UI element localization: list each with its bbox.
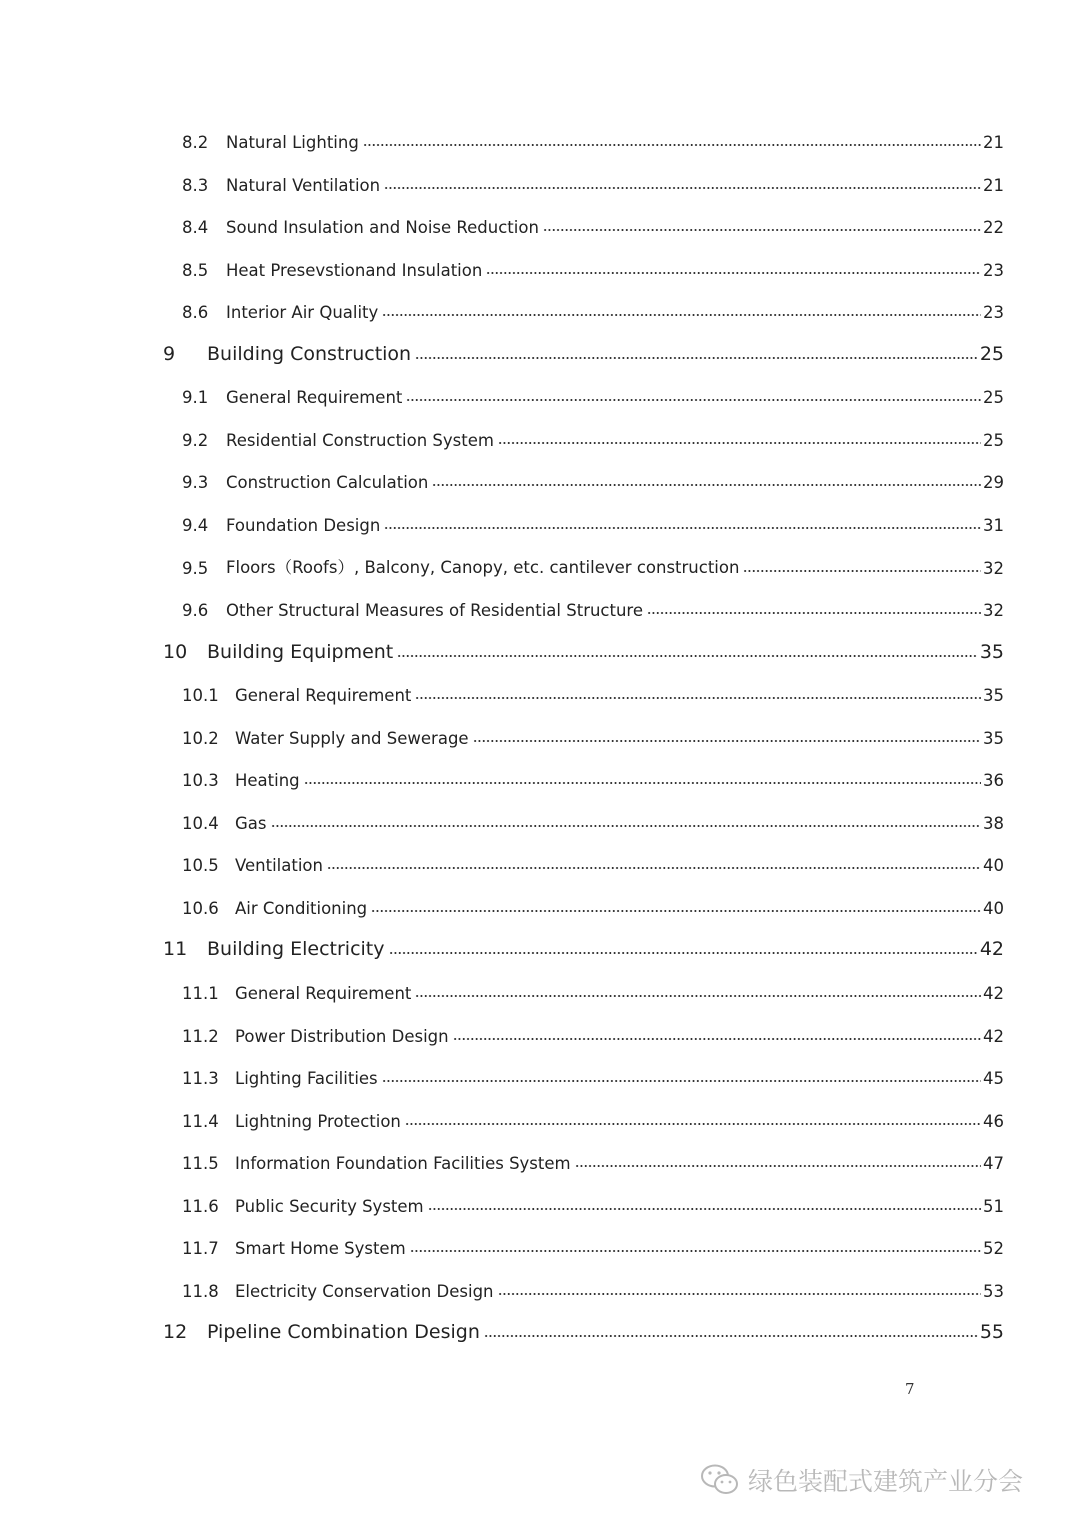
toc-entry-number: 11.4 (182, 1112, 219, 1131)
toc-entry-title: Building Construction (207, 343, 412, 365)
toc-entry-number: 11.2 (182, 1027, 219, 1046)
toc-entry-number: 10.3 (182, 771, 219, 790)
toc-entry-page: 52 (983, 1239, 1004, 1258)
toc-entry-title: Electricity Conservation Design (235, 1282, 494, 1301)
dot-leader (384, 171, 981, 191)
toc-section-entry[interactable] (182, 462, 1004, 492)
toc-entry-number: 10 (163, 641, 188, 663)
toc-entry-title: General Requirement (226, 388, 403, 407)
toc-entry-title: Pipeline Combination Design (207, 1321, 480, 1343)
dot-leader (382, 298, 981, 318)
page-number: 7 (905, 1380, 915, 1398)
toc-section-entry[interactable] (182, 845, 1004, 875)
toc-entry-page: 25 (983, 431, 1004, 450)
toc-entry-title: General Requirement (235, 686, 412, 705)
toc-entry-title: Lighting Facilities (235, 1069, 378, 1088)
toc-entry-page: 40 (983, 899, 1004, 918)
toc-entry-page: 45 (983, 1069, 1004, 1088)
toc-section-entry[interactable] (182, 122, 1004, 152)
toc-entry-page: 21 (983, 176, 1004, 195)
toc-entry-page: 51 (983, 1197, 1004, 1216)
toc-entry-number: 8.5 (182, 261, 209, 280)
toc-entry-title: Foundation Design (226, 516, 381, 535)
dot-leader (498, 426, 981, 446)
toc-section-entry[interactable] (182, 250, 1004, 280)
toc-section-entry[interactable] (182, 973, 1004, 1003)
toc-entry-page: 47 (983, 1154, 1004, 1173)
toc-entry-page: 21 (983, 133, 1004, 152)
toc-entry-page: 23 (983, 261, 1004, 280)
dot-leader (498, 1277, 981, 1297)
toc-entry-page: 40 (983, 856, 1004, 875)
toc-entry-number: 9.5 (182, 559, 209, 578)
toc-entry-page: 22 (983, 218, 1004, 237)
toc-entry-number: 8.6 (182, 303, 209, 322)
wechat-icon (700, 1463, 740, 1497)
dot-leader (484, 1319, 978, 1339)
toc-entry-page: 42 (983, 1027, 1004, 1046)
toc-entry-title: Other Structural Measures of Residential Structure (226, 601, 644, 620)
toc-section-entry[interactable] (182, 1016, 1004, 1046)
toc-section-entry[interactable] (182, 590, 1004, 620)
toc-entry-number: 8.3 (182, 176, 209, 195)
toc-entry-number: 9.3 (182, 473, 209, 492)
toc-entry-title: Smart Home System (235, 1239, 406, 1258)
toc-entry-number: 11 (163, 938, 188, 960)
toc-section-entry[interactable] (182, 505, 1004, 535)
toc-section-entry[interactable] (182, 420, 1004, 450)
watermark (700, 1460, 1023, 1500)
toc-entry-title: Ventilation (235, 856, 323, 875)
toc-section-entry[interactable] (182, 803, 1004, 833)
toc-section-entry[interactable] (182, 888, 1004, 918)
toc-section-entry[interactable] (182, 718, 1004, 748)
toc-entry-title: Water Supply and Sewerage (235, 729, 469, 748)
dot-leader (410, 1234, 981, 1254)
dot-leader (371, 894, 981, 914)
toc-entry-title: Heating (235, 771, 300, 790)
toc-entry-page: 32 (983, 559, 1004, 578)
toc-entry-title: Sound Insulation and Noise Reduction (226, 218, 539, 237)
toc-entry-page: 36 (983, 771, 1004, 790)
toc-entry-page: 42 (979, 938, 1004, 960)
dot-leader (428, 1192, 981, 1212)
toc-entry-title: Power Distribution Design (235, 1027, 449, 1046)
toc-chapter-entry[interactable] (163, 633, 1004, 663)
toc-entry-title: Construction Calculation (226, 473, 429, 492)
dot-leader (271, 809, 982, 829)
toc-entry-page: 31 (983, 516, 1004, 535)
watermark-text: 绿色装配式建筑产业分会 (748, 1467, 1024, 1496)
toc-chapter-entry[interactable] (163, 1313, 1004, 1343)
toc-entry-page: 53 (983, 1282, 1004, 1301)
toc-section-entry[interactable] (182, 292, 1004, 322)
toc-section-entry[interactable] (182, 1186, 1004, 1216)
toc-entry-page: 38 (983, 814, 1004, 833)
toc-entry-page: 32 (983, 601, 1004, 620)
dot-leader (543, 213, 981, 233)
dot-leader (415, 681, 981, 701)
toc-entry-number: 9.4 (182, 516, 209, 535)
toc-entry-number: 8.4 (182, 218, 209, 237)
dot-leader (363, 128, 981, 148)
toc-entry-page: 23 (983, 303, 1004, 322)
dot-leader (432, 468, 981, 488)
toc-entry-title: Information Foundation Facilities System (235, 1154, 571, 1173)
toc-entry-page: 55 (979, 1321, 1004, 1343)
toc-entry-title: Public Security System (235, 1197, 424, 1216)
toc-entry-page: 25 (979, 343, 1004, 365)
toc-entry-number: 11.8 (182, 1282, 219, 1301)
toc-entry-title: Building Equipment (207, 641, 394, 663)
dot-leader (389, 936, 978, 956)
toc-section-entry[interactable] (182, 1101, 1004, 1131)
toc-entry-title: Residential Construction System (226, 431, 494, 450)
toc-entry-title: Floors（Roofs）, Balcony, Canopy, etc. cantilever construction (226, 558, 740, 577)
toc-entry-number: 10.4 (182, 814, 219, 833)
toc-section-entry[interactable] (182, 760, 1004, 790)
toc-entry-page: 35 (983, 729, 1004, 748)
toc-entry-number: 9.1 (182, 388, 209, 407)
toc-entry-number: 10.2 (182, 729, 219, 748)
toc-entry-title: Lightning Protection (235, 1112, 401, 1131)
dot-leader (486, 256, 981, 276)
toc-entry-number: 11.5 (182, 1154, 219, 1173)
toc-entry-title: Air Conditioning (235, 899, 368, 918)
toc-entry-page: 29 (983, 473, 1004, 492)
toc-section-entry[interactable] (182, 1058, 1004, 1088)
dot-leader (453, 1022, 981, 1042)
toc-entry-number: 11.3 (182, 1069, 219, 1088)
toc-section-entry[interactable] (182, 548, 1004, 578)
dot-leader (304, 766, 981, 786)
toc-entry-number: 9.6 (182, 601, 209, 620)
toc-entry-page: 35 (983, 686, 1004, 705)
toc-section-entry[interactable] (182, 165, 1004, 195)
toc-entry-page: 35 (979, 641, 1004, 663)
toc-entry-number: 9 (163, 343, 176, 365)
toc-entry-number: 11.6 (182, 1197, 219, 1216)
toc-entry-page: 46 (983, 1112, 1004, 1131)
dot-leader (575, 1149, 981, 1169)
toc-entry-page: 25 (983, 388, 1004, 407)
toc-section-entry[interactable] (182, 1271, 1004, 1301)
toc-entry-number: 8.2 (182, 133, 209, 152)
toc-section-entry[interactable] (182, 1143, 1004, 1173)
dot-leader (415, 341, 978, 361)
toc-entry-number: 10.5 (182, 856, 219, 875)
dot-leader (743, 554, 981, 574)
toc-chapter-entry[interactable] (163, 335, 1004, 365)
dot-leader (406, 383, 981, 403)
toc-entry-number: 10.6 (182, 899, 219, 918)
dot-leader (415, 979, 981, 999)
toc-entry-number: 9.2 (182, 431, 209, 450)
toc-entry-title: Natural Lighting (226, 133, 359, 152)
toc-chapter-entry[interactable] (163, 930, 1004, 960)
toc-section-entry[interactable] (182, 207, 1004, 237)
dot-leader (384, 511, 981, 531)
toc-entry-number: 11.7 (182, 1239, 219, 1258)
dot-leader (405, 1107, 981, 1127)
toc-entry-title: Natural Ventilation (226, 176, 381, 195)
toc-entry-page: 42 (983, 984, 1004, 1003)
toc-entry-number: 10.1 (182, 686, 219, 705)
dot-leader (397, 639, 978, 659)
dot-leader (473, 724, 981, 744)
toc-section-entry[interactable] (182, 1228, 1004, 1258)
dot-leader (647, 596, 981, 616)
toc-section-entry[interactable] (182, 377, 1004, 407)
toc-entry-number: 11.1 (182, 984, 219, 1003)
toc-entry-number: 12 (163, 1321, 188, 1343)
toc-entry-title: Gas (235, 814, 267, 833)
dot-leader (382, 1064, 981, 1084)
dot-leader (327, 851, 981, 871)
toc-entry-title: Interior Air Quality (226, 303, 379, 322)
toc-entry-title: General Requirement (235, 984, 412, 1003)
toc-entry-title: Heat Presevstionand Insulation (226, 261, 483, 280)
toc-entry-title: Building Electricity (207, 938, 385, 960)
toc-section-entry[interactable] (182, 675, 1004, 705)
